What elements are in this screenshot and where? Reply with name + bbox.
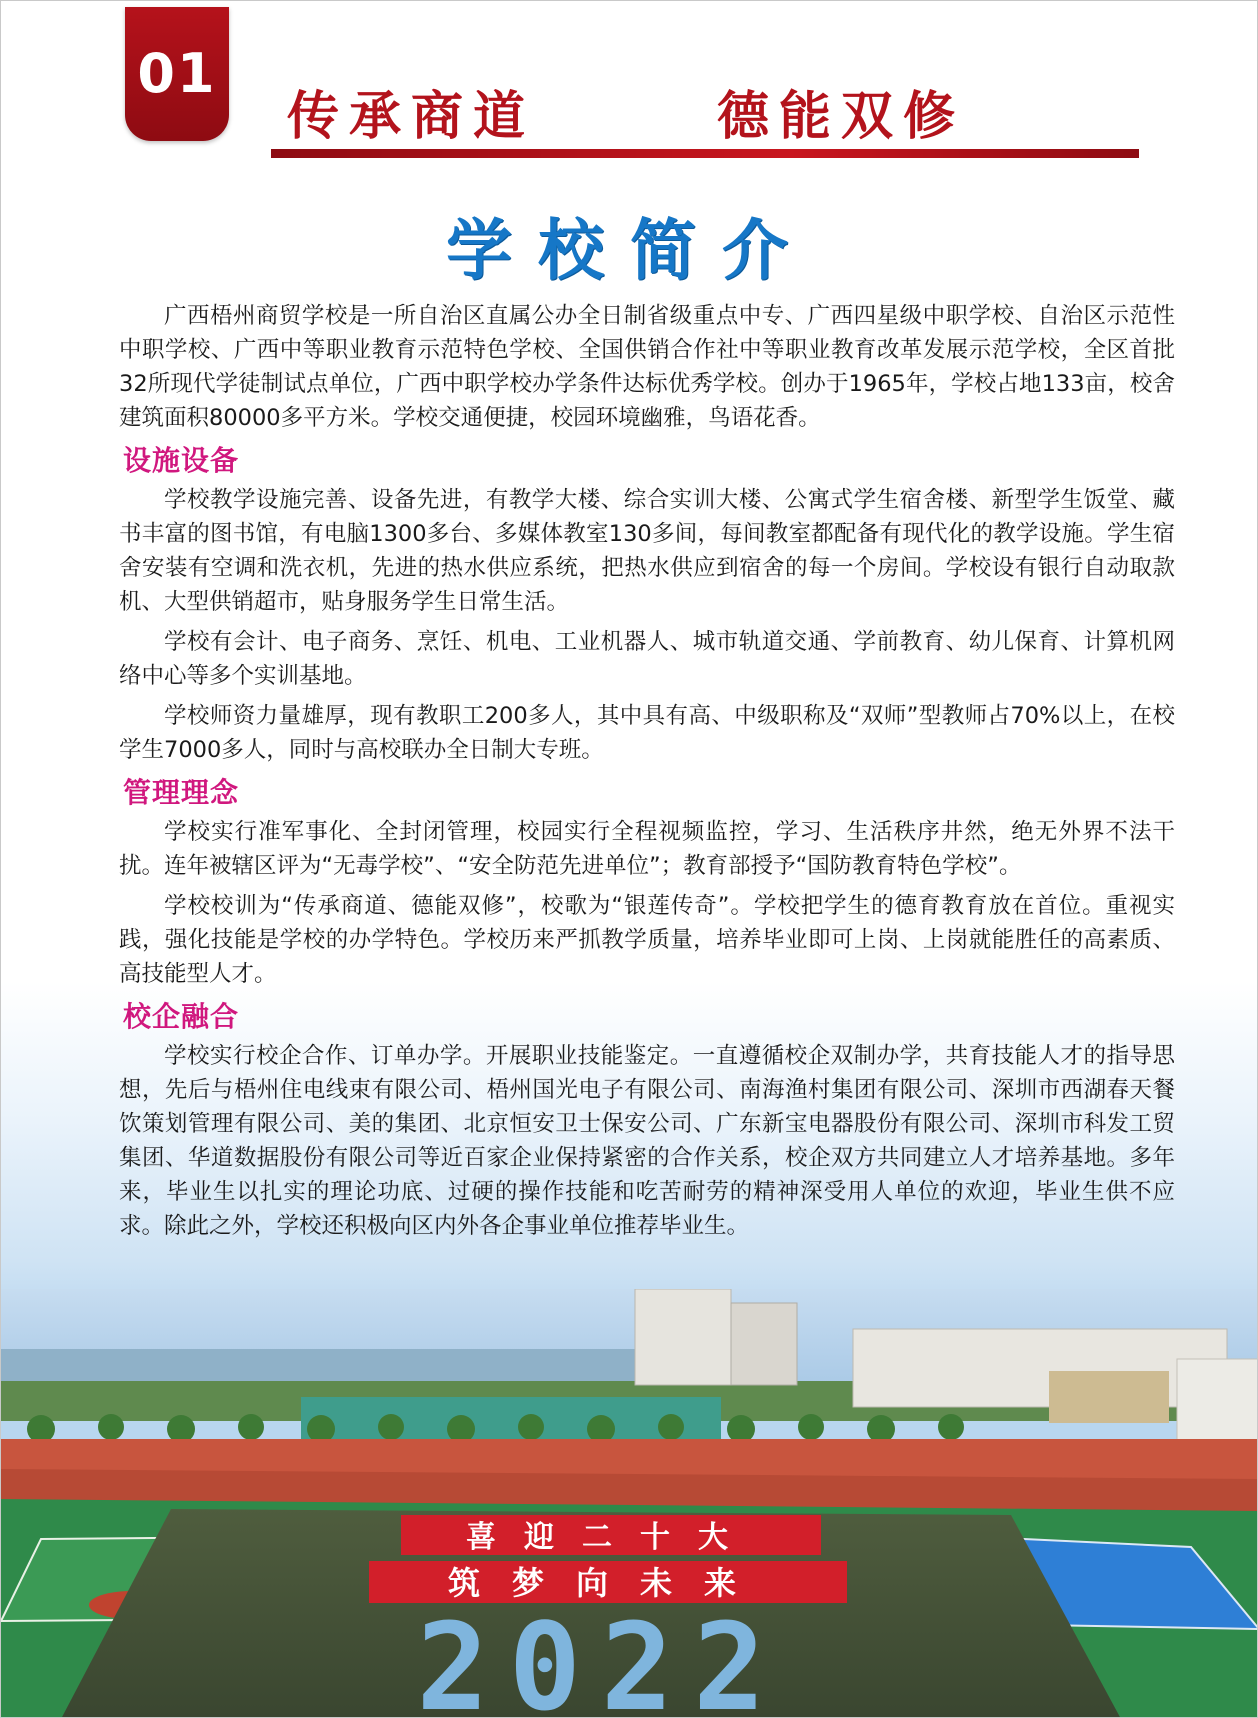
page-title: 学校简介 <box>446 212 814 289</box>
enterprise-paragraph-1: 学校实行校企合作、订单办学。开展职业技能鉴定。一直遵循校企双制办学，共育技能人才的指导思想，先后与梧州住电线束有限公司、梧州国光电子有限公司、南海渔村集团有限公司、深圳市西湖春天餐饮策划管理有限公司、美的集团、北京恒安卫士保安公司、广东新宝电器股份有限公司、深圳市科发工贸集团、华道数据股份有限公司等近百家企业保持紧密的合作关系，校企双方共同建立人才培养基地。多年来，毕业生以扎实的理论功底、过硬的操作技能和吃苦耐劳的精神深受用人单位的欢迎，毕业生供不应求。除此之外，学校还积极向区内外各企事业单位推荐毕业生。 <box>119 1043 1175 1239</box>
facilities-paragraph-1: 学校教学设施完善、设备先进，有教学大楼、综合实训大楼、公寓式学生宿舍楼、新型学生饭堂、藏书丰富的图书馆，有电脑1300多台、多媒体教室130多间，每间教室都配备有现代化的教学设施。学生宿舍安装有空调和洗衣机，先进的热水供应系统，把热水供应到宿舍的每一个房间。学校设有银行自动取款机、大型供销超市，贴身服务学生日常生活。 <box>119 487 1175 615</box>
header-divider <box>271 149 1139 158</box>
management-paragraph-2: 学校校训为“传承商道、德能双修”，校歌为“银莲传奇”。学校把学生的德育教育放在首位。重视实践，强化技能是学校的办学特色。学校历来严抓教学质量，培养毕业即可上岗、上岗就能胜任的高素质、高技能型人才。 <box>119 893 1175 987</box>
campus-aerial-photo <box>1 1289 1258 1718</box>
banner-line-1: 喜迎二十大 <box>466 1520 756 1555</box>
section-heading-facilities: 设施设备 <box>123 444 240 477</box>
chapter-number-tab: 01 <box>125 7 229 141</box>
facilities-paragraph-2: 学校有会计、电子商务、烹饪、机电、工业机器人、城市轨道交通、学前教育、幼儿保育、计算机网络中心等多个实训基地。 <box>119 629 1175 689</box>
intro-paragraph: 广西梧州商贸学校是一所自治区直属公办全日制省级重点中专、广西四星级中职学校、自治区示范性中职学校、广西中等职业教育示范特色学校、全国供销合作社中等职业教育改革发展示范学校，全区首批32所现代学徒制试点单位，广西中职学校办学条件达标优秀学校。创办于1965年，学校占地133亩，校舍建筑面积80000多平方米。学校交通便捷，校园环境幽雅，鸟语花香。 <box>119 303 1175 431</box>
management-paragraph-1: 学校实行准军事化、全封闭管理，校园实行全程视频监控，学习、生活秩序井然，绝无外界不法干扰。连年被辖区评为“无毒学校”、“安全防范先进单位”；教育部授予“国防教育特色学校”。 <box>119 819 1175 879</box>
motto-part-1: 传承商道 <box>287 87 536 147</box>
formation-2022: 2022 <box>416 1599 786 1718</box>
motto-part-2: 德能双修 <box>717 87 966 147</box>
section-heading-management: 管理理念 <box>123 776 240 809</box>
banner-line-2: 筑梦向未来 <box>447 1564 769 1602</box>
section-heading-enterprise: 校企融合 <box>123 1000 240 1033</box>
facilities-paragraph-3: 学校师资力量雄厚，现有教职工200多人，其中具有高、中级职称及“双师”型教师占70%以上，在校学生7000多人，同时与高校联办全日制大专班。 <box>119 703 1175 763</box>
article-body <box>119 299 1175 1249</box>
